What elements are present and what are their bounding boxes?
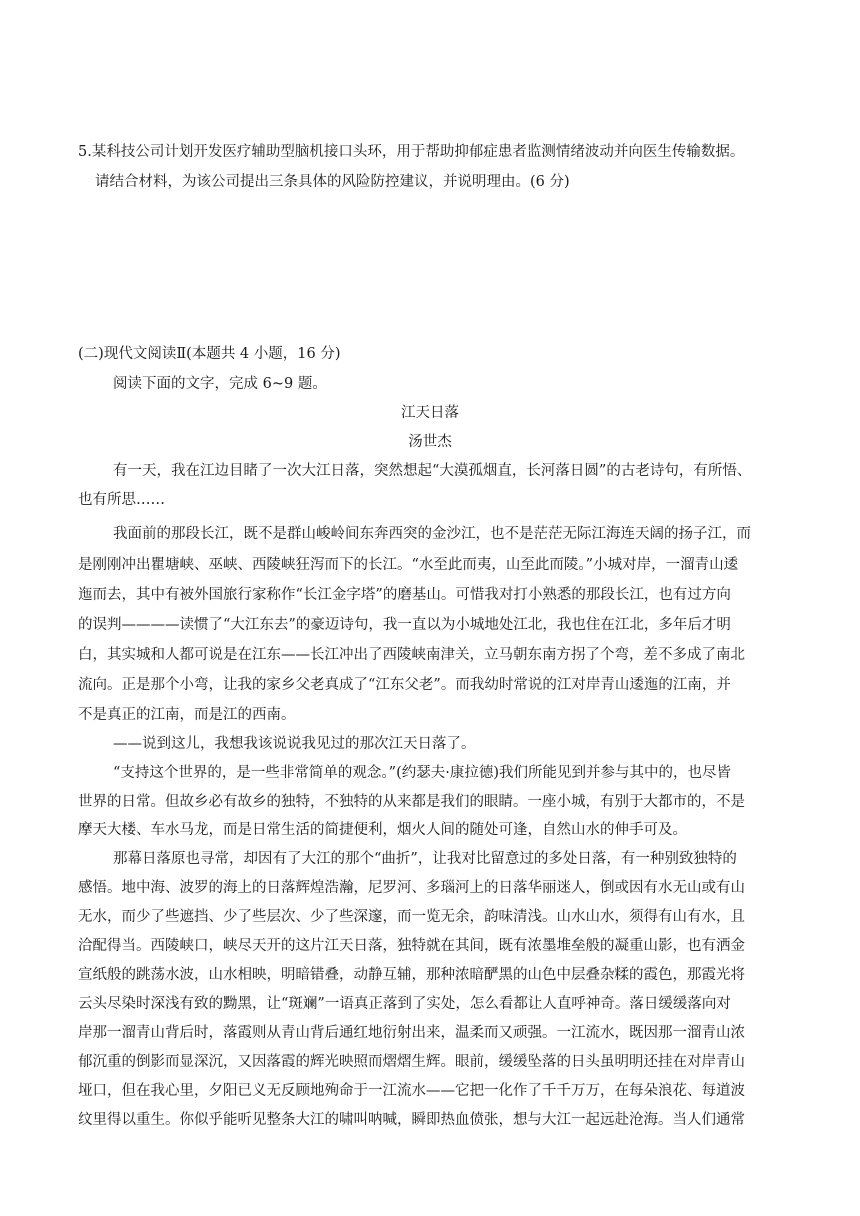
paragraph-line: 摩天大楼、车水马龙，而是日常生活的简捷便利，烟火人间的随处可逢，自然山水的伸手可及。	[78, 822, 687, 838]
paragraph-line: 白，其实城和人都可说是在江东——长江冲出了西陵峡南津关，立马朝东南方拐了个弯，差不多成了南北	[78, 647, 745, 663]
paragraph-line: 纹里得以重生。你似乎能听见整条大江的啸叫呐喊，瞬即热血偾张，想与大江一起远赴沧海。当人们通常	[78, 1112, 745, 1128]
paragraph-line: 郁沉重的倒影而显深沉，又因落霞的辉光映照而熠熠生辉。眼前，缓缓坠落的日头虽明明还挂在对岸青山	[78, 1054, 745, 1070]
paragraph-line: ——说到这儿，我想我该说说我见过的那次江天日落了。	[113, 736, 476, 752]
question-5-line-1: 5.某科技公司计划开发医疗辅助型脑机接口头环，用于帮助抑郁症患者监测情绪波动并向医生传输数据。	[78, 144, 745, 160]
paragraph-line: 不是真正的江南，而是江的西南。	[78, 707, 296, 723]
paragraph-line: 有一天，我在江边目睹了一次大江日落，突然想起“大漠孤烟直，长河落日圆”的古老诗句，有所悟、	[113, 463, 752, 479]
paragraph-line: 云头尽染时深浅有致的黝黑，让“斑斓”一语真正落到了实处，怎么看都让人直呼神奇。落日缓缓落向对	[78, 996, 731, 1012]
paragraph-line: 也有所思……	[78, 492, 165, 508]
paragraph-line: 无水，而少了些遮挡、少了些层次、少了些深邃，而一览无余，韵味清浅。山水山水，须得有山有水，且	[78, 909, 745, 925]
paragraph-line: 的误判————读惯了“大江东去”的豪迈诗句，我一直以为小城地处江北，我也住在江北，多年后才明	[78, 617, 731, 633]
paragraph-line: 岸那一溜青山背后时，落霞则从青山背后通红地衍射出来，温柔而又顽强。一江流水，既因那一溜青山浓	[78, 1025, 745, 1041]
section-heading: (二)现代文阅读Ⅱ(本题共 4 小题，16 分)	[78, 346, 341, 362]
paragraph-line: 世界的日常。但故乡必有故乡的独特，不独特的从来都是我们的眼睛。一座小城，有别于大都市的，不是	[78, 794, 745, 810]
paragraph-line: 垭口，但在我心里，夕阳已义无反顾地殉命于一江流水——它把一化作了千千万万，在每朵浪花、每道波	[78, 1083, 745, 1099]
paragraph-line: 宣纸般的跳荡水波，山水相映，明暗错叠，动静互辅，那种浓暗酽黑的山色中层叠杂糅的霞色，那霞光将	[78, 967, 745, 983]
paragraph-line: “支持这个世界的，是一些非常简单的观念。”(约瑟夫·康拉德)我们所能见到并参与其中的，也尽皆	[113, 765, 731, 781]
paragraph-line: 迤而去，其中有被外国旅行家称作“长江金字塔”的磨基山。可惜我对打小熟悉的那段长江，也有过方向	[78, 587, 731, 603]
article-author: 汤世杰	[408, 434, 452, 450]
paragraph-line: 我面前的那段长江，既不是群山峻岭间东奔西突的金沙江，也不是茫茫无际江海连天阔的扬子江，而	[113, 526, 751, 542]
paragraph-line: 感悟。地中海、波罗的海上的日落辉煌浩瀚，尼罗河、多瑙河上的日落华丽迷人，倒或因有水无山或有山	[78, 880, 745, 896]
paragraph-line: 流向。正是那个小弯，让我的家乡父老真成了“江东父老”。而我幼时常说的江对岸青山逶迤的江南，并	[78, 677, 731, 693]
section-instruction: 阅读下面的文字，完成 6~9 题。	[113, 376, 327, 392]
paragraph-line: 那幕日落原也寻常，却因有了大江的那个“曲折”，让我对比留意过的多处日落，有一种别致独特的	[113, 851, 737, 867]
paragraph-line: 洽配得当。西陵峡口，峡尽天开的这片江天日落，独特就在其间，既有浓墨堆垒般的凝重山影，也有洒金	[78, 938, 745, 954]
article-title: 江天日落	[401, 405, 459, 421]
question-5-line-2: 请结合材料，为该公司提出三条具体的风险防控建议，并说明理由。(6 分)	[95, 174, 570, 190]
paragraph-line: 是刚刚冲出瞿塘峡、巫峡、西陵峡狂泻而下的长江。“水至此而夷，山至此而陵。”小城对岸，一溜青山逶	[78, 557, 739, 573]
